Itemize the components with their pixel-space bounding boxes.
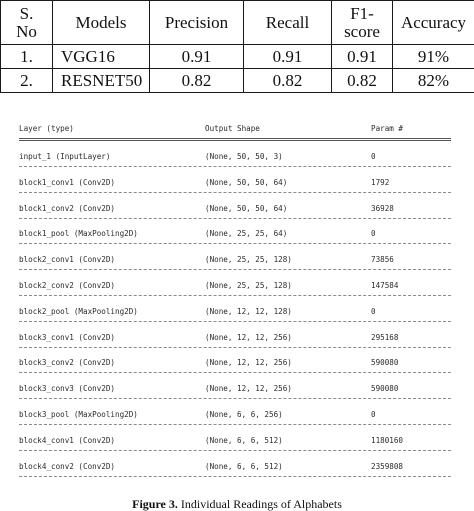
summary-row: [19, 281, 451, 307]
cell-sno: 1.: [1, 45, 53, 69]
summary-output-shape: (None, 50, 50, 3): [205, 152, 283, 162]
summary-layer-name: block1_pool (MaxPooling2D): [19, 229, 138, 239]
header-sno-line1: S.: [20, 5, 34, 23]
summary-param-count: 1792: [371, 178, 389, 188]
figure-caption: [0, 497, 474, 511]
summary-param-count: 2359808: [371, 462, 403, 472]
summary-row-divider: [19, 372, 451, 373]
summary-layer-name: block3_conv1 (Conv2D): [19, 333, 115, 343]
summary-header-divider: [19, 138, 451, 141]
model-summary-figure: [19, 124, 451, 492]
summary-row-divider: [19, 218, 451, 219]
summary-row-divider: [19, 243, 451, 244]
cell-model: VGG16: [53, 45, 150, 69]
cell-precision: 0.82: [150, 69, 244, 93]
caption-label: Figure 3.: [132, 497, 178, 511]
summary-row: [19, 384, 451, 410]
summary-param-count: 1180160: [371, 436, 403, 446]
summary-layer-name: block4_conv2 (Conv2D): [19, 462, 115, 472]
summary-row-divider: [19, 166, 451, 167]
summary-output-shape: (None, 6, 6, 256): [205, 410, 283, 420]
summary-rows: [19, 152, 451, 487]
summary-header: [19, 124, 451, 138]
summary-layer-name: block2_pool (MaxPooling2D): [19, 307, 138, 317]
summary-header-layer: Layer (type): [19, 124, 74, 134]
header-f1-line1: F1-: [350, 5, 374, 23]
header-f1-line2: score: [344, 23, 380, 41]
summary-layer-name: block3_conv2 (Conv2D): [19, 358, 115, 368]
table-row: [1, 69, 474, 93]
header-recall: Recall: [244, 1, 332, 45]
summary-layer-name: block1_conv1 (Conv2D): [19, 178, 115, 188]
summary-row: [19, 436, 451, 462]
summary-header-params: Param #: [371, 124, 403, 134]
summary-param-count: 0: [371, 307, 376, 317]
summary-output-shape: (None, 25, 25, 64): [205, 229, 287, 239]
header-sno: [1, 1, 53, 45]
summary-output-shape: (None, 12, 12, 256): [205, 333, 292, 343]
caption-text: Individual Readings of Alphabets: [181, 497, 342, 511]
cell-f1: 0.82: [332, 69, 393, 93]
summary-header-output-shape: Output Shape: [205, 124, 260, 134]
summary-layer-name: block2_conv1 (Conv2D): [19, 255, 115, 265]
cell-accuracy: 91%: [393, 45, 474, 69]
summary-row: [19, 307, 451, 333]
summary-row-divider: [19, 424, 451, 425]
summary-output-shape: (None, 12, 12, 256): [205, 384, 292, 394]
cell-model: RESNET50: [53, 69, 150, 93]
summary-output-shape: (None, 6, 6, 512): [205, 462, 283, 472]
summary-row-divider: [19, 398, 451, 399]
summary-row: [19, 178, 451, 204]
summary-row: [19, 358, 451, 384]
summary-row: [19, 152, 451, 178]
summary-row-divider: [19, 192, 451, 193]
header-sno-line2: No: [16, 23, 37, 41]
summary-row: [19, 410, 451, 436]
summary-row: [19, 255, 451, 281]
summary-param-count: 590080: [371, 384, 398, 394]
header-models: Models: [53, 1, 150, 45]
summary-output-shape: (None, 25, 25, 128): [205, 255, 292, 265]
summary-param-count: 36928: [371, 204, 394, 214]
summary-layer-name: block4_conv1 (Conv2D): [19, 436, 115, 446]
summary-output-shape: (None, 12, 12, 256): [205, 358, 292, 368]
summary-row: [19, 333, 451, 359]
summary-param-count: 73856: [371, 255, 394, 265]
header-precision: Precision: [150, 1, 244, 45]
summary-output-shape: (None, 25, 25, 128): [205, 281, 292, 291]
summary-row-divider: [19, 450, 451, 451]
cell-precision: 0.91: [150, 45, 244, 69]
cell-f1: 0.91: [332, 45, 393, 69]
summary-layer-name: block3_pool (MaxPooling2D): [19, 410, 138, 420]
cell-recall: 0.82: [244, 69, 332, 93]
summary-row-divider: [19, 347, 451, 348]
summary-param-count: 590080: [371, 358, 398, 368]
summary-layer-name: block2_conv2 (Conv2D): [19, 281, 115, 291]
summary-output-shape: (None, 6, 6, 512): [205, 436, 283, 446]
summary-row: [19, 229, 451, 255]
summary-row-divider: [19, 476, 451, 477]
cell-accuracy: 82%: [393, 69, 474, 93]
table-header-row: [1, 1, 474, 45]
summary-layer-name: block3_conv3 (Conv2D): [19, 384, 115, 394]
summary-row-divider: [19, 321, 451, 322]
summary-row: [19, 462, 451, 488]
summary-row-divider: [19, 269, 451, 270]
summary-output-shape: (None, 12, 12, 128): [205, 307, 292, 317]
summary-row: [19, 204, 451, 230]
summary-layer-name: input_1 (InputLayer): [19, 152, 110, 162]
summary-param-count: 147584: [371, 281, 398, 291]
header-accuracy: Accuracy: [393, 1, 474, 45]
summary-param-count: 295168: [371, 333, 398, 343]
cell-recall: 0.91: [244, 45, 332, 69]
summary-layer-name: block1_conv2 (Conv2D): [19, 204, 115, 214]
cell-sno: 2.: [1, 69, 53, 93]
summary-param-count: 0: [371, 229, 376, 239]
summary-row-divider: [19, 295, 451, 296]
summary-param-count: 0: [371, 410, 376, 420]
model-comparison-table: [0, 0, 474, 93]
table-row: [1, 45, 474, 69]
summary-param-count: 0: [371, 152, 376, 162]
header-f1-score: [332, 1, 393, 45]
summary-output-shape: (None, 50, 50, 64): [205, 178, 287, 188]
summary-output-shape: (None, 50, 50, 64): [205, 204, 287, 214]
